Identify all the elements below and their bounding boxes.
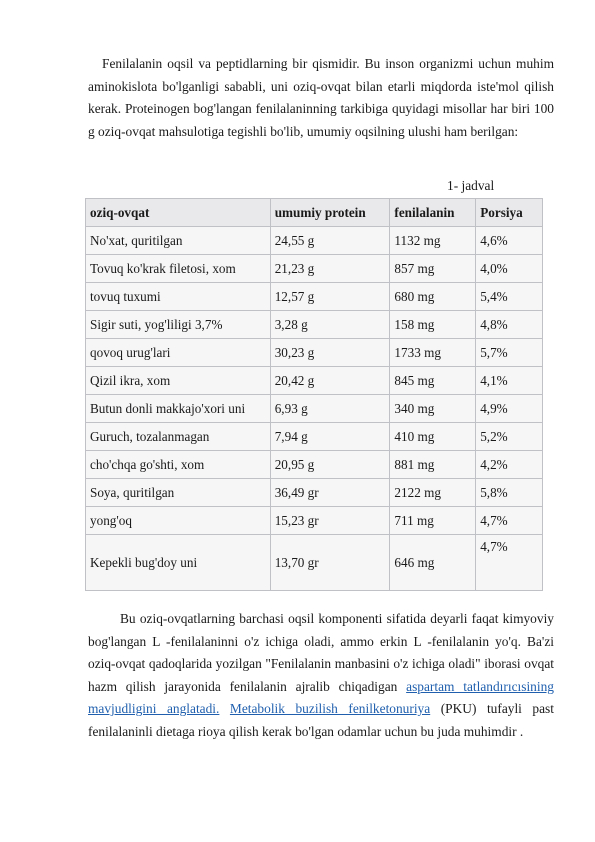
table-row <box>86 395 543 423</box>
table-row <box>86 283 543 311</box>
table-body <box>86 227 543 591</box>
cell-portion: 4,0% <box>476 255 543 283</box>
table-row <box>86 423 543 451</box>
table-caption: 1- jadval <box>447 178 495 193</box>
cell-food: qovoq urug'lari <box>86 339 271 367</box>
closing-paragraph <box>88 608 554 744</box>
cell-food: Kepekli bug'doy uni <box>86 535 271 591</box>
cell-portion: 4,6% <box>476 227 543 255</box>
table-row <box>86 367 543 395</box>
cell-phenylalanine: 1733 mg <box>390 339 476 367</box>
cell-portion: 5,2% <box>476 423 543 451</box>
cell-portion: 5,4% <box>476 283 543 311</box>
closing-text-end: (PKU) tufayli past fenilalaninli dietaga rioya qilish kerak bo'lgan odamlar uchun bu juda muhimdir . <box>88 701 554 739</box>
cell-portion: 4,1% <box>476 367 543 395</box>
header-total-protein: umumiy protein <box>270 199 390 227</box>
cell-protein: 36,49 gr <box>270 479 390 507</box>
cell-protein: 13,70 gr <box>270 535 390 591</box>
cell-protein: 3,28 g <box>270 311 390 339</box>
cell-phenylalanine: 857 mg <box>390 255 476 283</box>
table-row <box>86 311 543 339</box>
header-portion: Porsiya <box>476 199 543 227</box>
cell-protein: 24,55 g <box>270 227 390 255</box>
cell-phenylalanine: 158 mg <box>390 311 476 339</box>
cell-portion: 5,7% <box>476 339 543 367</box>
cell-protein: 6,93 g <box>270 395 390 423</box>
phenylketonuria-link[interactable]: Metabolik buzilish fenilketonuriya <box>229 701 431 717</box>
cell-phenylalanine: 1132 mg <box>390 227 476 255</box>
cell-food: tovuq tuxumi <box>86 283 271 311</box>
cell-protein: 20,95 g <box>270 451 390 479</box>
table-row <box>86 535 543 591</box>
table-row <box>86 255 543 283</box>
cell-food: Soya, quritilgan <box>86 479 271 507</box>
cell-protein: 20,42 g <box>270 367 390 395</box>
header-phenylalanine: fenilalanin <box>390 199 476 227</box>
cell-protein: 30,23 g <box>270 339 390 367</box>
table-row <box>86 451 543 479</box>
cell-protein: 21,23 g <box>270 255 390 283</box>
closing-text-start: Bu oziq-ovqatlarning barchasi oqsil komponenti sifatida deyarli faqat kimyoviy bog'langan L -fenilalaninni o'z ichiga oladi, ammo erkin L -fenilalanin yo'q. Ba'zi oziq-ovqat qadoqlarida yozilgan "Fenilalanin manbasini o'z ichiga oladi" iborasi ovqat hazm qilish jarayonida fenilalanin ajralib chiqadigan <box>88 611 554 694</box>
aspartame-link[interactable]: aspartam tatlandırıcısining mavjudligini anglatadi. <box>88 678 554 717</box>
cell-portion: 5,8% <box>476 479 543 507</box>
intro-paragraph: Fenilalanin oqsil va peptidlarning bir qismidir. Bu inson organizmi uchun muhim aminokislota bo'lganligi sababli, uni oziq-ovqat bilan etarli miqdorda iste'mol qilish kerak. Proteinogen bog'langan fenilalaninning tarkibiga quyidagi misollar har biri 100 g oziq-ovqat mahsulotiga tegishli bo'lib, umumiy oqsilning ulushi ham berilgan: <box>88 56 554 139</box>
cell-phenylalanine: 2122 mg <box>390 479 476 507</box>
cell-phenylalanine: 845 mg <box>390 367 476 395</box>
cell-protein: 12,57 g <box>270 283 390 311</box>
table-row <box>86 507 543 535</box>
header-food: oziq-ovqat <box>86 199 271 227</box>
cell-phenylalanine: 646 mg <box>390 535 476 591</box>
table-row <box>86 479 543 507</box>
cell-food: Qizil ikra, xom <box>86 367 271 395</box>
table-row <box>86 227 543 255</box>
cell-phenylalanine: 340 mg <box>390 395 476 423</box>
cell-food: Sigir suti, yog'liligi 3,7% <box>86 311 271 339</box>
cell-portion: 4,7% <box>476 507 543 535</box>
cell-phenylalanine: 711 mg <box>390 507 476 535</box>
cell-food: Guruch, tozalanmagan <box>86 423 271 451</box>
phenylalanine-table <box>85 198 543 591</box>
cell-portion: 4,2% <box>476 451 543 479</box>
table-header-row <box>86 199 543 227</box>
cell-portion: 4,8% <box>476 311 543 339</box>
cell-food: No'xat, quritilgan <box>86 227 271 255</box>
cell-food: yong'oq <box>86 507 271 535</box>
cell-food: Butun donli makkajo'xori uni <box>86 395 271 423</box>
cell-portion: 4,7% <box>476 535 543 591</box>
cell-protein: 15,23 gr <box>270 507 390 535</box>
cell-phenylalanine: 410 mg <box>390 423 476 451</box>
cell-phenylalanine: 680 mg <box>390 283 476 311</box>
cell-protein: 7,94 g <box>270 423 390 451</box>
cell-portion: 4,9% <box>476 395 543 423</box>
closing-text-middle <box>219 701 230 716</box>
cell-food: cho'chqa go'shti, xom <box>86 451 271 479</box>
table-row <box>86 339 543 367</box>
cell-phenylalanine: 881 mg <box>390 451 476 479</box>
cell-food: Tovuq ko'krak filetosi, xom <box>86 255 271 283</box>
